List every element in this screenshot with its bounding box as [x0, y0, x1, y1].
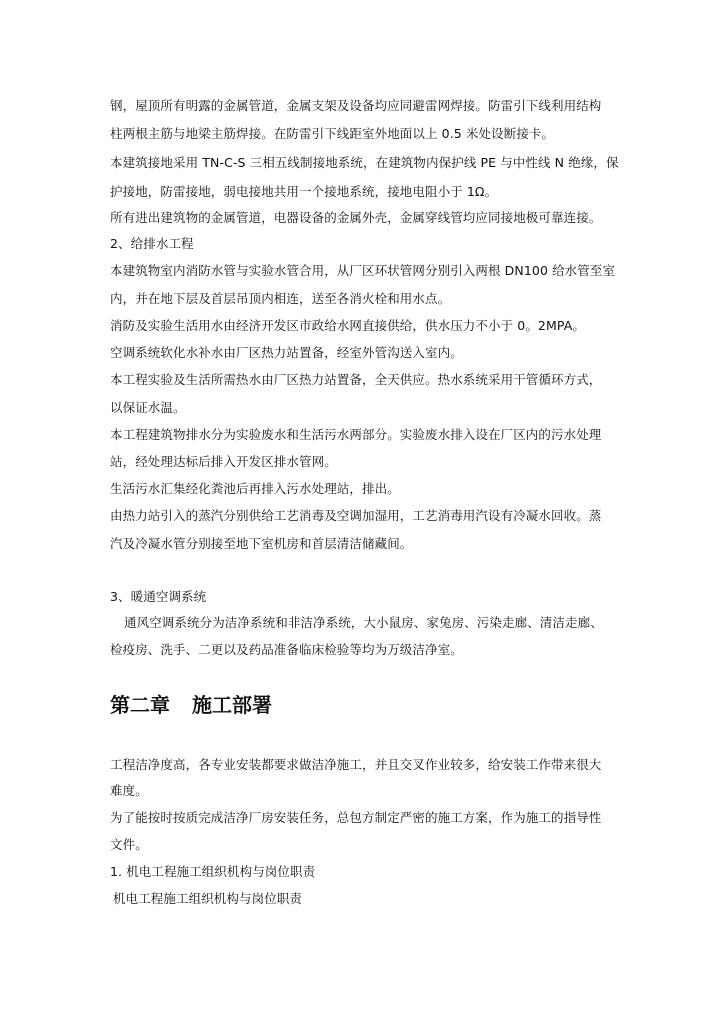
list-item-heading: 1. 机电工程施工组织机构与岗位职责: [110, 864, 316, 879]
chapter-heading: [110, 692, 272, 718]
body-line: 生活污水汇集经化粪池后再排入污水处理站，排出。: [110, 481, 400, 496]
body-line: 以保证水温。: [110, 400, 186, 415]
body-line: 难度。: [110, 783, 148, 798]
body-line: 所有进出建筑物的金属管道，电器设备的金属外壳，金属穿线管均应同接地极可靠连接。: [110, 210, 602, 225]
body-line: 柱两根主筋与地梁主筋焊接。在防雷引下线距室外地面以上 0.5 米处设断接卡。: [110, 126, 555, 141]
section-heading: 3、暖通空调系统: [110, 589, 207, 604]
body-line: 工程洁净度高，各专业安装都要求做洁净施工，并且交叉作业较多，给安装工作带来很大: [110, 757, 602, 772]
body-line: 护接地，防雷接地，弱电接地共用一个接地系统，接地电阻小于 1Ω。: [110, 184, 498, 199]
body-line: 汽及冷凝水管分别接至地下室机房和首层清洁储藏间。: [110, 536, 413, 551]
body-line: 本工程实验及生活所需热水由厂区热力站置备，全天供应。热水系统采用干管循环方式，: [110, 372, 602, 387]
body-line: 消防及实验生活用水由经济开发区市政给水网直接供给，供水压力不小于 0。2MPA。: [110, 318, 585, 333]
body-line: 为了能按时按质完成洁净厂房安装任务，总包方制定严密的施工方案，作为施工的指导性: [110, 810, 602, 825]
body-line: 站，经处理达标后排入开发区排水管网。: [110, 454, 337, 469]
body-line: 空调系统软化水补水由厂区热力站置备，经室外管沟送入室内。: [110, 345, 463, 360]
body-line: 内，并在地下层及首层吊顶内相连，送至各消火栓和用水点。: [110, 291, 451, 306]
chapter-number: 第二章: [110, 693, 170, 717]
body-line: 本建筑接地采用 TN-C-S 三相五线制接地系统，在建筑物内保护线 PE 与中性线 N 绝缘，保: [110, 155, 619, 170]
body-line: 文件。: [110, 837, 148, 852]
chapter-title: 施工部署: [192, 693, 272, 717]
section-heading: 2、给排水工程: [110, 236, 194, 251]
body-line: 由热力站引入的蒸汽分别供给工艺消毒及空调加湿用，工艺消毒用汽设有冷凝水回收。蒸: [110, 508, 602, 523]
body-line: 本工程建筑物排水分为实验废水和生活污水两部分。实验废水排入设在厂区内的污水处理: [110, 427, 602, 442]
body-line: 通风空调系统分为洁净系统和非洁净系统，大小鼠房、家兔房、污染走廊、清洁走廊、: [124, 615, 603, 630]
body-line: 机电工程施工组织机构与岗位职责: [113, 891, 303, 906]
body-line: 检疫房、洗手、二更以及药品准备临床检验等均为万级洁净室。: [110, 642, 463, 657]
body-line: 本建筑物室内消防水管与实验水管合用，从厂区环状管网分别引入两根 DN100 给水管至室: [110, 263, 616, 278]
body-line: 钢，屋顶所有明露的金属管道，金属支架及设备均应同避雷网焊接。防雷引下线利用结构: [110, 98, 602, 113]
